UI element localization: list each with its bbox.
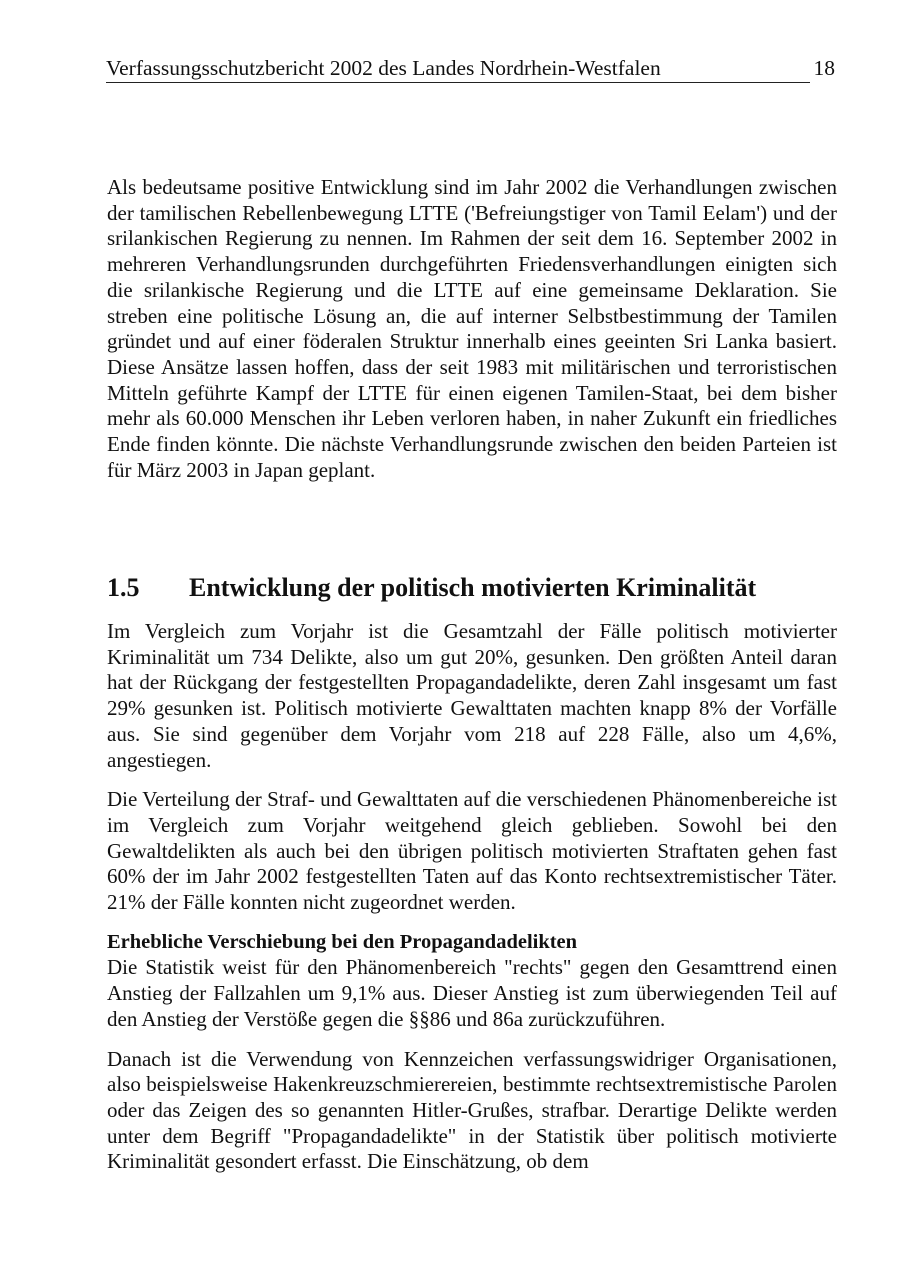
running-header (106, 52, 837, 86)
intro-paragraph-block (107, 175, 837, 483)
section-body (107, 619, 837, 1175)
section-title: Entwicklung der politisch motivierten Kriminalität (189, 573, 757, 602)
section-heading (107, 573, 837, 603)
header-title: Verfassungsschutzbericht 2002 des Landes Nordrhein-Westfalen (106, 56, 661, 80)
paragraph-sri-lanka: Als bedeutsame positive Entwicklung sind im Jahr 2002 die Verhandlungen zwischen der tamilischen Rebellenbewegung LTTE ('Befreiungstiger von Tamil Eelam') und der srilankischen Regierung zu nennen. Im Rahmen der seit dem 16. September 2002 in mehreren Verhandlungsrunden durchgeführten Friedensverhandlungen einigten sich die srilankische Regierung und die LTTE auf eine gemeinsame Deklaration. Sie streben eine politische Lösung an, die auf interner Selbstbestimmung der Tamilen gründet und auf einer föderalen Struktur innerhalb eines geeinten Sri Lanka basiert. Diese Ansätze lassen hoffen, dass der seit 1983 mit militärischen und terroristischen Mitteln geführte Kampf der LTTE für einen eigenen Tamilen-Staat, bei dem bisher mehr als 60.000 Menschen ihr Leben verloren haben, in naher Zukunft ein friedliches Ende finden könnte. Die nächste Verhandlungsrunde zwischen den beiden Parteien ist für März 2003 in Japan geplant. (107, 175, 837, 482)
paragraph-crime-total: Im Vergleich zum Vorjahr ist die Gesamtzahl der Fälle politisch motivierter Kriminalität um 734 Delikte, also um gut 20%, gesunken. Den größten Anteil daran hat der Rückgang der festgestellten Propagandadelikte, deren Zahl insgesamt um fast 29% gesunken ist. Politisch motivierte Gewalttaten machten knapp 8% der Vorfälle aus. Sie sind gegenüber dem Vorjahr vom 218 auf 228 Fälle, also um 4,6%, angestiegen. (107, 619, 837, 772)
paragraph-distribution: Die Verteilung der Straf- und Gewalttaten auf die verschiedenen Phänomenbereiche ist im Vergleich zum Vorjahr weitgehend gleich geblieben. Sowohl bei den Gewaltdelikten als auch bei den übrigen politisch motivierten Straftaten gehen fast 60% der im Jahr 2002 festgestellten Taten auf das Konto rechtsextremistischer Täter. 21% der Fälle konnten nicht zugeordnet werden. (107, 787, 837, 915)
paragraph-statistics: Die Statistik weist für den Phänomenbereich "rechts" gegen den Gesamttrend einen Anstieg der Fallzahlen um 9,1% aus. Dieser Anstieg ist zum überwiegenden Teil auf den Anstieg der Verstöße gegen die §§86 und 86a zurückzuführen. (107, 955, 837, 1031)
page-number: 18 (813, 56, 835, 80)
paragraph-symbols: Danach ist die Verwendung von Kennzeichen verfassungswidriger Organisationen, also beispielsweise Hakenkreuzschmierereien, bestimmte rechtsextremistische Parolen oder das Zeigen des so genannten Hitler-Grußes, strafbar. Derartige Delikte werden unter dem Begriff "Propagandadelikte" in der Statistik über politisch motivierte Kriminalität gesondert erfasst. Die Einschätzung, ob dem (107, 1046, 837, 1174)
section-number: 1.5 (107, 573, 140, 602)
subheading-propaganda: Erhebliche Verschiebung bei den Propagandadelikten (107, 930, 578, 953)
header-rule (106, 82, 810, 83)
